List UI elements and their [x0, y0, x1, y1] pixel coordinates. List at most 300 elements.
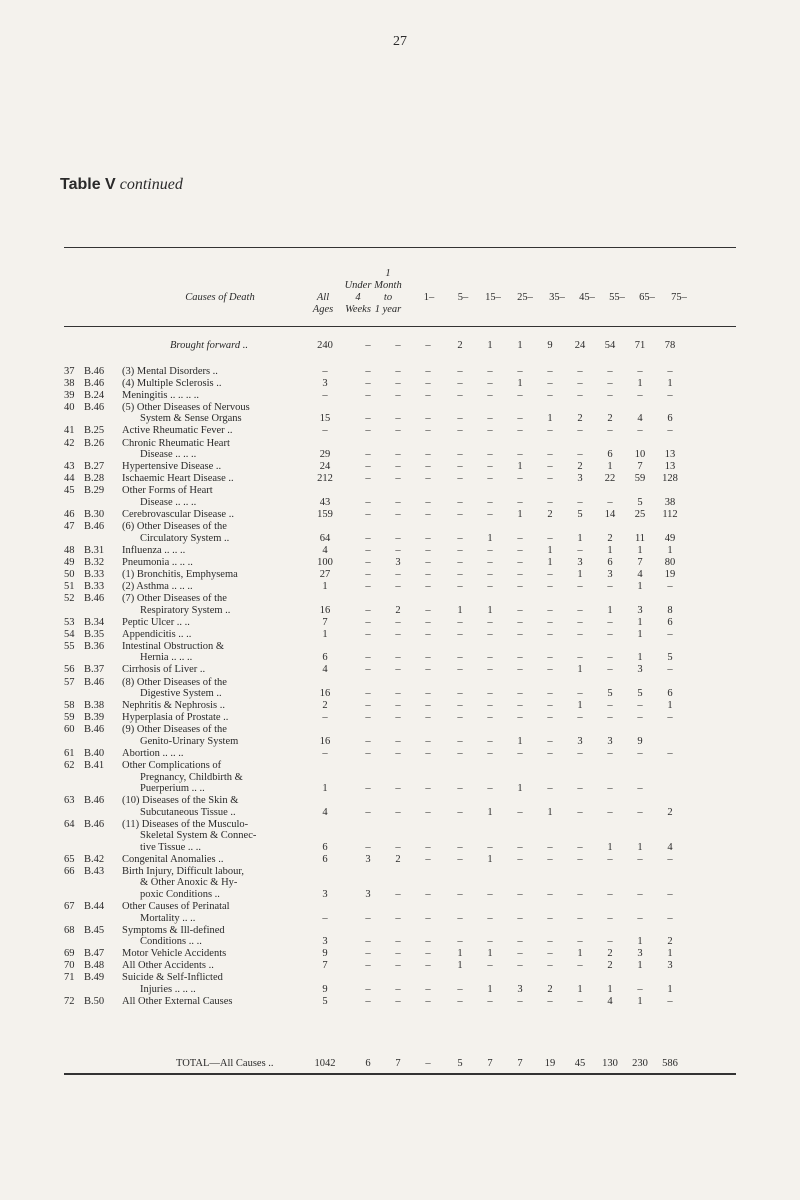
row-code: B.45 — [84, 924, 105, 936]
age-cell-value: 9 — [547, 340, 553, 351]
header-age-group: 1– — [423, 292, 435, 303]
all-ages-value: 1 — [322, 580, 328, 592]
age-cell-value: – — [365, 806, 371, 818]
age-cell-value: – — [667, 996, 673, 1007]
row-code: B.27 — [84, 461, 105, 473]
age-cell-value: – — [365, 413, 371, 425]
age-cell-value: – — [577, 580, 583, 592]
total-age-cell: 19 — [544, 1058, 556, 1069]
age-cell-value: 11 — [634, 532, 646, 544]
age-cell-value: – — [425, 912, 431, 924]
age-cell-value: – — [487, 508, 493, 520]
age-cell-value: 5 — [667, 652, 673, 664]
age-cell-value: 9 — [637, 735, 643, 747]
age-cell-value: 2 — [577, 413, 583, 425]
age-cell-value: – — [395, 544, 401, 556]
age-cell-value: – — [457, 783, 463, 794]
age-cell-value: – — [517, 568, 523, 580]
age-cell-value: – — [517, 652, 523, 664]
age-cell-value: 2 — [667, 806, 673, 818]
age-cell-value: – — [577, 652, 583, 664]
cause-of-death: Active Rheumatic Fever .. — [122, 425, 233, 437]
cause-continuation: Circulatory System .. — [140, 532, 230, 544]
age-cell-value: – — [457, 700, 463, 712]
age-cell-value: – — [395, 365, 401, 377]
age-cell-value: – — [577, 853, 583, 865]
age-cell-value: – — [457, 413, 463, 425]
age-cell-value: 1 — [517, 735, 523, 747]
top-rule — [64, 247, 736, 248]
cause-of-death: (10) Diseases of the Skin & — [122, 795, 239, 807]
age-cell-value: – — [517, 664, 523, 676]
cause-of-death: Ischaemic Heart Disease .. — [122, 473, 234, 485]
age-cell-value: – — [395, 473, 401, 485]
age-cell-value: – — [487, 568, 493, 580]
age-cell-value: – — [667, 425, 673, 437]
age-cell-value: – — [425, 983, 431, 995]
age-cell-value: 1 — [577, 568, 583, 580]
row-code: B.36 — [84, 640, 105, 652]
age-cell-value: – — [365, 616, 371, 628]
age-cell-value: – — [577, 783, 583, 794]
age-cell-value: 5 — [607, 688, 613, 699]
age-cell-value: – — [637, 888, 643, 900]
age-cell-value: – — [487, 425, 493, 437]
age-cell-value: 4 — [607, 996, 613, 1007]
age-cell-value: – — [577, 449, 583, 460]
age-cell-value: – — [637, 389, 643, 401]
row-code: B.30 — [84, 508, 105, 520]
age-cell-value: 10 — [634, 449, 646, 460]
age-cell-value: – — [607, 652, 613, 664]
age-cell-value: – — [365, 532, 371, 544]
cause-of-death: Brought forward .. — [170, 340, 248, 351]
all-ages-value: 6 — [322, 841, 328, 853]
age-cell-value: 7 — [637, 556, 643, 568]
cause-of-death: Pneumonia .. .. .. — [122, 556, 193, 568]
age-cell-value: 14 — [604, 508, 616, 520]
age-cell-value: – — [607, 936, 613, 948]
age-cell-value: – — [547, 532, 553, 544]
age-cell-value: – — [395, 652, 401, 664]
age-cell-value: – — [395, 912, 401, 924]
age-cell-value: – — [457, 912, 463, 924]
age-cell-value: – — [395, 580, 401, 592]
row-code: B.31 — [84, 544, 105, 556]
table-title-continued: continued — [119, 176, 183, 193]
age-cell-value: 1 — [607, 604, 613, 616]
age-cell-value: – — [425, 449, 431, 460]
age-cell-value: – — [457, 508, 463, 520]
age-cell-value: – — [365, 580, 371, 592]
table-title — [60, 176, 183, 194]
age-cell-value: – — [395, 688, 401, 699]
age-cell-value: – — [395, 712, 401, 724]
age-cell-value: – — [547, 960, 553, 972]
age-cell-value: 1 — [637, 652, 643, 664]
row-number: 51 — [64, 580, 75, 592]
age-cell-value: – — [547, 377, 553, 389]
cause-of-death: (8) Other Diseases of the — [122, 676, 227, 688]
age-cell-value: – — [607, 496, 613, 508]
age-cell-value: – — [487, 936, 493, 948]
row-number: 60 — [64, 724, 75, 736]
row-code: B.46 — [84, 676, 105, 688]
age-cell-value: – — [577, 544, 583, 556]
age-cell-value: – — [487, 783, 493, 794]
age-cell-value: – — [425, 853, 431, 865]
age-cell-value: – — [457, 425, 463, 437]
age-cell-value: 3 — [395, 556, 401, 568]
age-cell-value: – — [517, 628, 523, 640]
row-number: 45 — [64, 485, 75, 497]
header-month-to-year: 1 Month to 1 year — [374, 268, 402, 315]
row-code: B.29 — [84, 485, 105, 497]
age-cell-value: 1 — [607, 544, 613, 556]
total-age-cell: 130 — [602, 1058, 618, 1069]
age-cell-value: 4 — [667, 841, 673, 853]
age-cell-value: – — [457, 568, 463, 580]
age-cell-value: 1 — [547, 556, 553, 568]
age-cell-value: – — [547, 580, 553, 592]
age-cell-value: 1 — [667, 983, 673, 995]
age-cell-value: – — [637, 783, 643, 794]
total-age-cell: 7 — [395, 1058, 401, 1069]
age-cell-value: 5 — [637, 496, 643, 508]
age-cell-value: – — [365, 747, 371, 759]
cause-of-death: All Other Accidents .. — [122, 960, 214, 972]
total-age-cell: 7 — [487, 1058, 493, 1069]
age-cell-value: – — [667, 912, 673, 924]
table-title-label: Table V — [60, 176, 116, 193]
age-cell-value: – — [365, 735, 371, 747]
age-cell-value: – — [517, 888, 523, 900]
cause-of-death: (9) Other Diseases of the — [122, 724, 227, 736]
row-number: 71 — [64, 972, 75, 984]
age-cell-value: 112 — [662, 508, 678, 520]
age-cell-value: – — [395, 841, 401, 853]
cause-continuation: Injuries .. .. .. — [140, 983, 196, 995]
cause-continuation: Genito-Urinary System — [140, 735, 239, 747]
age-cell-value: – — [457, 888, 463, 900]
row-number: 50 — [64, 568, 75, 580]
all-ages-value: – — [322, 365, 328, 377]
age-cell-value: – — [425, 735, 431, 747]
age-cell-value: – — [487, 556, 493, 568]
all-ages-value: 1 — [322, 783, 328, 794]
cause-continuation: Subcutaneous Tissue .. — [140, 806, 236, 818]
cause-of-death: (5) Other Diseases of Nervous — [122, 401, 250, 413]
age-cell-value: – — [577, 912, 583, 924]
age-cell-value: 1 — [457, 960, 463, 972]
age-cell-value: – — [425, 556, 431, 568]
all-ages-value: – — [322, 389, 328, 401]
age-cell-value: – — [365, 688, 371, 699]
age-cell-value: – — [547, 604, 553, 616]
age-cell-value: – — [577, 365, 583, 377]
header-age-group: 45– — [579, 292, 595, 303]
header-age-group: 75– — [671, 292, 687, 303]
cause-of-death: (3) Mental Disorders .. — [122, 365, 218, 377]
age-cell-value: – — [487, 413, 493, 425]
age-cell-value: – — [547, 841, 553, 853]
row-number: 63 — [64, 795, 75, 807]
age-cell-value: – — [425, 425, 431, 437]
age-cell-value: – — [365, 948, 371, 960]
bottom-rule — [64, 1073, 736, 1075]
age-cell-value: – — [547, 888, 553, 900]
age-cell-value: – — [487, 377, 493, 389]
age-cell-value: – — [607, 664, 613, 676]
all-ages-value: 64 — [319, 532, 331, 544]
age-cell-value: – — [395, 700, 401, 712]
cause-of-death: Intestinal Obstruction & — [122, 640, 225, 652]
age-cell-value: 3 — [577, 556, 583, 568]
age-cell-value: – — [365, 473, 371, 485]
cause-continuation: Skeletal System & Connec- — [140, 830, 257, 842]
all-ages-value: – — [322, 712, 328, 724]
age-cell-value: – — [425, 508, 431, 520]
age-cell-value: – — [547, 425, 553, 437]
all-ages-value: 6 — [322, 853, 328, 865]
age-cell-value: – — [425, 652, 431, 664]
age-cell-value: – — [577, 496, 583, 508]
age-cell-value: – — [457, 688, 463, 699]
age-cell-value: – — [577, 616, 583, 628]
age-cell-value: – — [425, 806, 431, 818]
page-number: 27 — [393, 34, 407, 49]
row-number: 39 — [64, 389, 75, 401]
age-cell-value: – — [457, 996, 463, 1007]
age-cell-value: – — [607, 806, 613, 818]
age-cell-value: – — [425, 783, 431, 794]
all-ages-value: 16 — [319, 735, 331, 747]
age-cell-value: 1 — [607, 841, 613, 853]
age-cell-value: – — [395, 508, 401, 520]
age-cell-value: 1 — [547, 544, 553, 556]
cause-of-death: (4) Multiple Sclerosis .. — [122, 377, 222, 389]
cause-continuation: & Other Anoxic & Hy- — [140, 877, 238, 889]
age-cell-value: 6 — [607, 449, 613, 460]
age-cell-value: – — [667, 747, 673, 759]
age-cell-value: – — [547, 616, 553, 628]
age-cell-value: 80 — [664, 556, 676, 568]
age-cell-value: – — [637, 425, 643, 437]
age-cell-value: 1 — [517, 508, 523, 520]
age-cell-value: 5 — [637, 688, 643, 699]
age-cell-value: – — [577, 806, 583, 818]
total-all-ages: 1042 — [314, 1058, 336, 1069]
row-number: 64 — [64, 818, 75, 830]
age-cell-value: – — [607, 389, 613, 401]
age-cell-value: – — [517, 700, 523, 712]
age-cell-value: – — [487, 688, 493, 699]
age-cell-value: – — [395, 568, 401, 580]
age-cell-value: – — [425, 340, 431, 351]
row-number: 44 — [64, 473, 75, 485]
age-cell-value: – — [517, 853, 523, 865]
age-cell-value: 1 — [637, 960, 643, 972]
row-number: 53 — [64, 616, 75, 628]
cause-of-death: Other Forms of Heart — [122, 485, 213, 497]
age-cell-value: – — [365, 544, 371, 556]
age-cell-value: 1 — [487, 604, 493, 616]
age-cell-value: 1 — [487, 340, 493, 351]
header-under-4-weeks: Under 4 Weeks — [344, 280, 372, 315]
age-cell-value: – — [547, 461, 553, 473]
row-code: B.46 — [84, 795, 105, 807]
age-cell-value: – — [577, 377, 583, 389]
age-cell-value: – — [365, 996, 371, 1007]
age-cell-value: 1 — [607, 983, 613, 995]
age-cell-value: – — [487, 888, 493, 900]
age-cell-value: – — [637, 983, 643, 995]
age-cell-value: 1 — [577, 948, 583, 960]
cause-of-death: (2) Asthma .. .. .. — [122, 580, 193, 592]
cause-continuation: Pregnancy, Childbirth & — [140, 771, 243, 783]
age-cell-value: – — [425, 841, 431, 853]
age-cell-value: – — [457, 473, 463, 485]
age-cell-value: – — [365, 960, 371, 972]
all-ages-value: 4 — [322, 664, 328, 676]
age-cell-value: – — [577, 936, 583, 948]
age-cell-value: – — [425, 960, 431, 972]
age-cell-value: – — [457, 735, 463, 747]
age-cell-value: 49 — [664, 532, 676, 544]
age-cell-value: – — [637, 806, 643, 818]
age-cell-value: – — [577, 628, 583, 640]
age-cell-value: – — [457, 496, 463, 508]
age-cell-value: 1 — [637, 996, 643, 1007]
row-code: B.40 — [84, 747, 105, 759]
age-cell-value: 6 — [667, 413, 673, 425]
age-cell-value: – — [607, 425, 613, 437]
age-cell-value: 4 — [637, 568, 643, 580]
age-cell-value: – — [487, 700, 493, 712]
age-cell-value: 1 — [667, 700, 673, 712]
age-cell-value: 38 — [664, 496, 676, 508]
age-cell-value: – — [637, 712, 643, 724]
cause-of-death: Meningitis .. .. .. .. — [122, 389, 200, 401]
age-cell-value: – — [395, 628, 401, 640]
age-cell-value: – — [547, 473, 553, 485]
all-ages-value: 4 — [322, 806, 328, 818]
header-age-group: 25– — [517, 292, 533, 303]
all-ages-value: 9 — [322, 948, 328, 960]
age-cell-value: – — [365, 936, 371, 948]
age-cell-value: – — [547, 712, 553, 724]
age-cell-value: – — [517, 544, 523, 556]
age-cell-value: – — [637, 853, 643, 865]
row-code: B.33 — [84, 568, 105, 580]
cause-continuation: Disease .. .. .. — [140, 496, 197, 508]
age-cell-value: 3 — [637, 948, 643, 960]
row-code: B.46 — [84, 521, 105, 532]
cause-continuation: Puerperium .. .. — [140, 783, 205, 794]
age-cell-value: – — [425, 413, 431, 425]
header-age-group: 35– — [549, 292, 565, 303]
age-cell-value: – — [547, 628, 553, 640]
age-cell-value: 1 — [637, 616, 643, 628]
age-cell-value: 1 — [637, 628, 643, 640]
row-number: 62 — [64, 760, 75, 771]
age-cell-value: – — [517, 806, 523, 818]
age-cell-value: – — [577, 425, 583, 437]
age-cell-value: – — [637, 747, 643, 759]
age-cell-value: – — [547, 652, 553, 664]
age-cell-value: – — [425, 628, 431, 640]
age-cell-value: – — [547, 948, 553, 960]
age-cell-value: – — [425, 604, 431, 616]
age-cell-value: – — [365, 912, 371, 924]
row-number: 65 — [64, 853, 75, 865]
all-ages-value: 3 — [322, 377, 328, 389]
age-cell-value: – — [487, 449, 493, 460]
age-cell-value: 13 — [664, 449, 676, 460]
age-cell-value: – — [395, 377, 401, 389]
age-cell-value: – — [425, 580, 431, 592]
age-cell-value: – — [547, 912, 553, 924]
all-ages-value: 29 — [319, 449, 331, 460]
age-cell-value: – — [667, 712, 673, 724]
cause-of-death: All Other External Causes — [122, 996, 233, 1007]
age-cell-value: – — [425, 377, 431, 389]
row-number: 55 — [64, 640, 75, 652]
cause-continuation: Conditions .. .. — [140, 936, 202, 948]
age-cell-value: – — [425, 389, 431, 401]
age-cell-value: – — [395, 449, 401, 460]
cause-of-death: Motor Vehicle Accidents — [122, 948, 227, 960]
age-cell-value: – — [577, 389, 583, 401]
age-cell-value: 1 — [457, 948, 463, 960]
age-cell-value: – — [487, 712, 493, 724]
age-cell-value: – — [365, 389, 371, 401]
cause-of-death: (7) Other Diseases of the — [122, 593, 227, 604]
age-cell-value: – — [457, 806, 463, 818]
age-cell-value: 3 — [637, 664, 643, 676]
row-number: 54 — [64, 628, 75, 640]
age-cell-value: – — [607, 783, 613, 794]
age-cell-value: – — [547, 568, 553, 580]
age-cell-value: – — [395, 960, 401, 972]
age-cell-value: – — [517, 841, 523, 853]
age-cell-value: – — [637, 700, 643, 712]
row-code: B.46 — [84, 365, 105, 377]
cause-of-death: Cerebrovascular Disease .. — [122, 508, 234, 520]
age-cell-value: 2 — [577, 461, 583, 473]
age-cell-value: – — [425, 532, 431, 544]
age-cell-value: – — [577, 747, 583, 759]
row-code: B.46 — [84, 724, 105, 736]
all-ages-value: 159 — [317, 508, 333, 520]
row-number: 58 — [64, 700, 75, 712]
all-ages-value: 100 — [317, 556, 333, 568]
age-cell-value: – — [667, 888, 673, 900]
age-cell-value: – — [517, 616, 523, 628]
age-cell-value: 1 — [637, 544, 643, 556]
age-cell-value: – — [517, 747, 523, 759]
age-cell-value: – — [457, 652, 463, 664]
age-cell-value: – — [547, 853, 553, 865]
all-ages-value: 16 — [319, 688, 331, 699]
age-cell-value: 25 — [634, 508, 646, 520]
age-cell-value: 2 — [547, 508, 553, 520]
row-code: B.43 — [84, 865, 105, 877]
all-ages-value: 4 — [322, 544, 328, 556]
age-cell-value: 4 — [637, 413, 643, 425]
age-cell-value: – — [487, 473, 493, 485]
age-cell-value: 1 — [487, 532, 493, 544]
